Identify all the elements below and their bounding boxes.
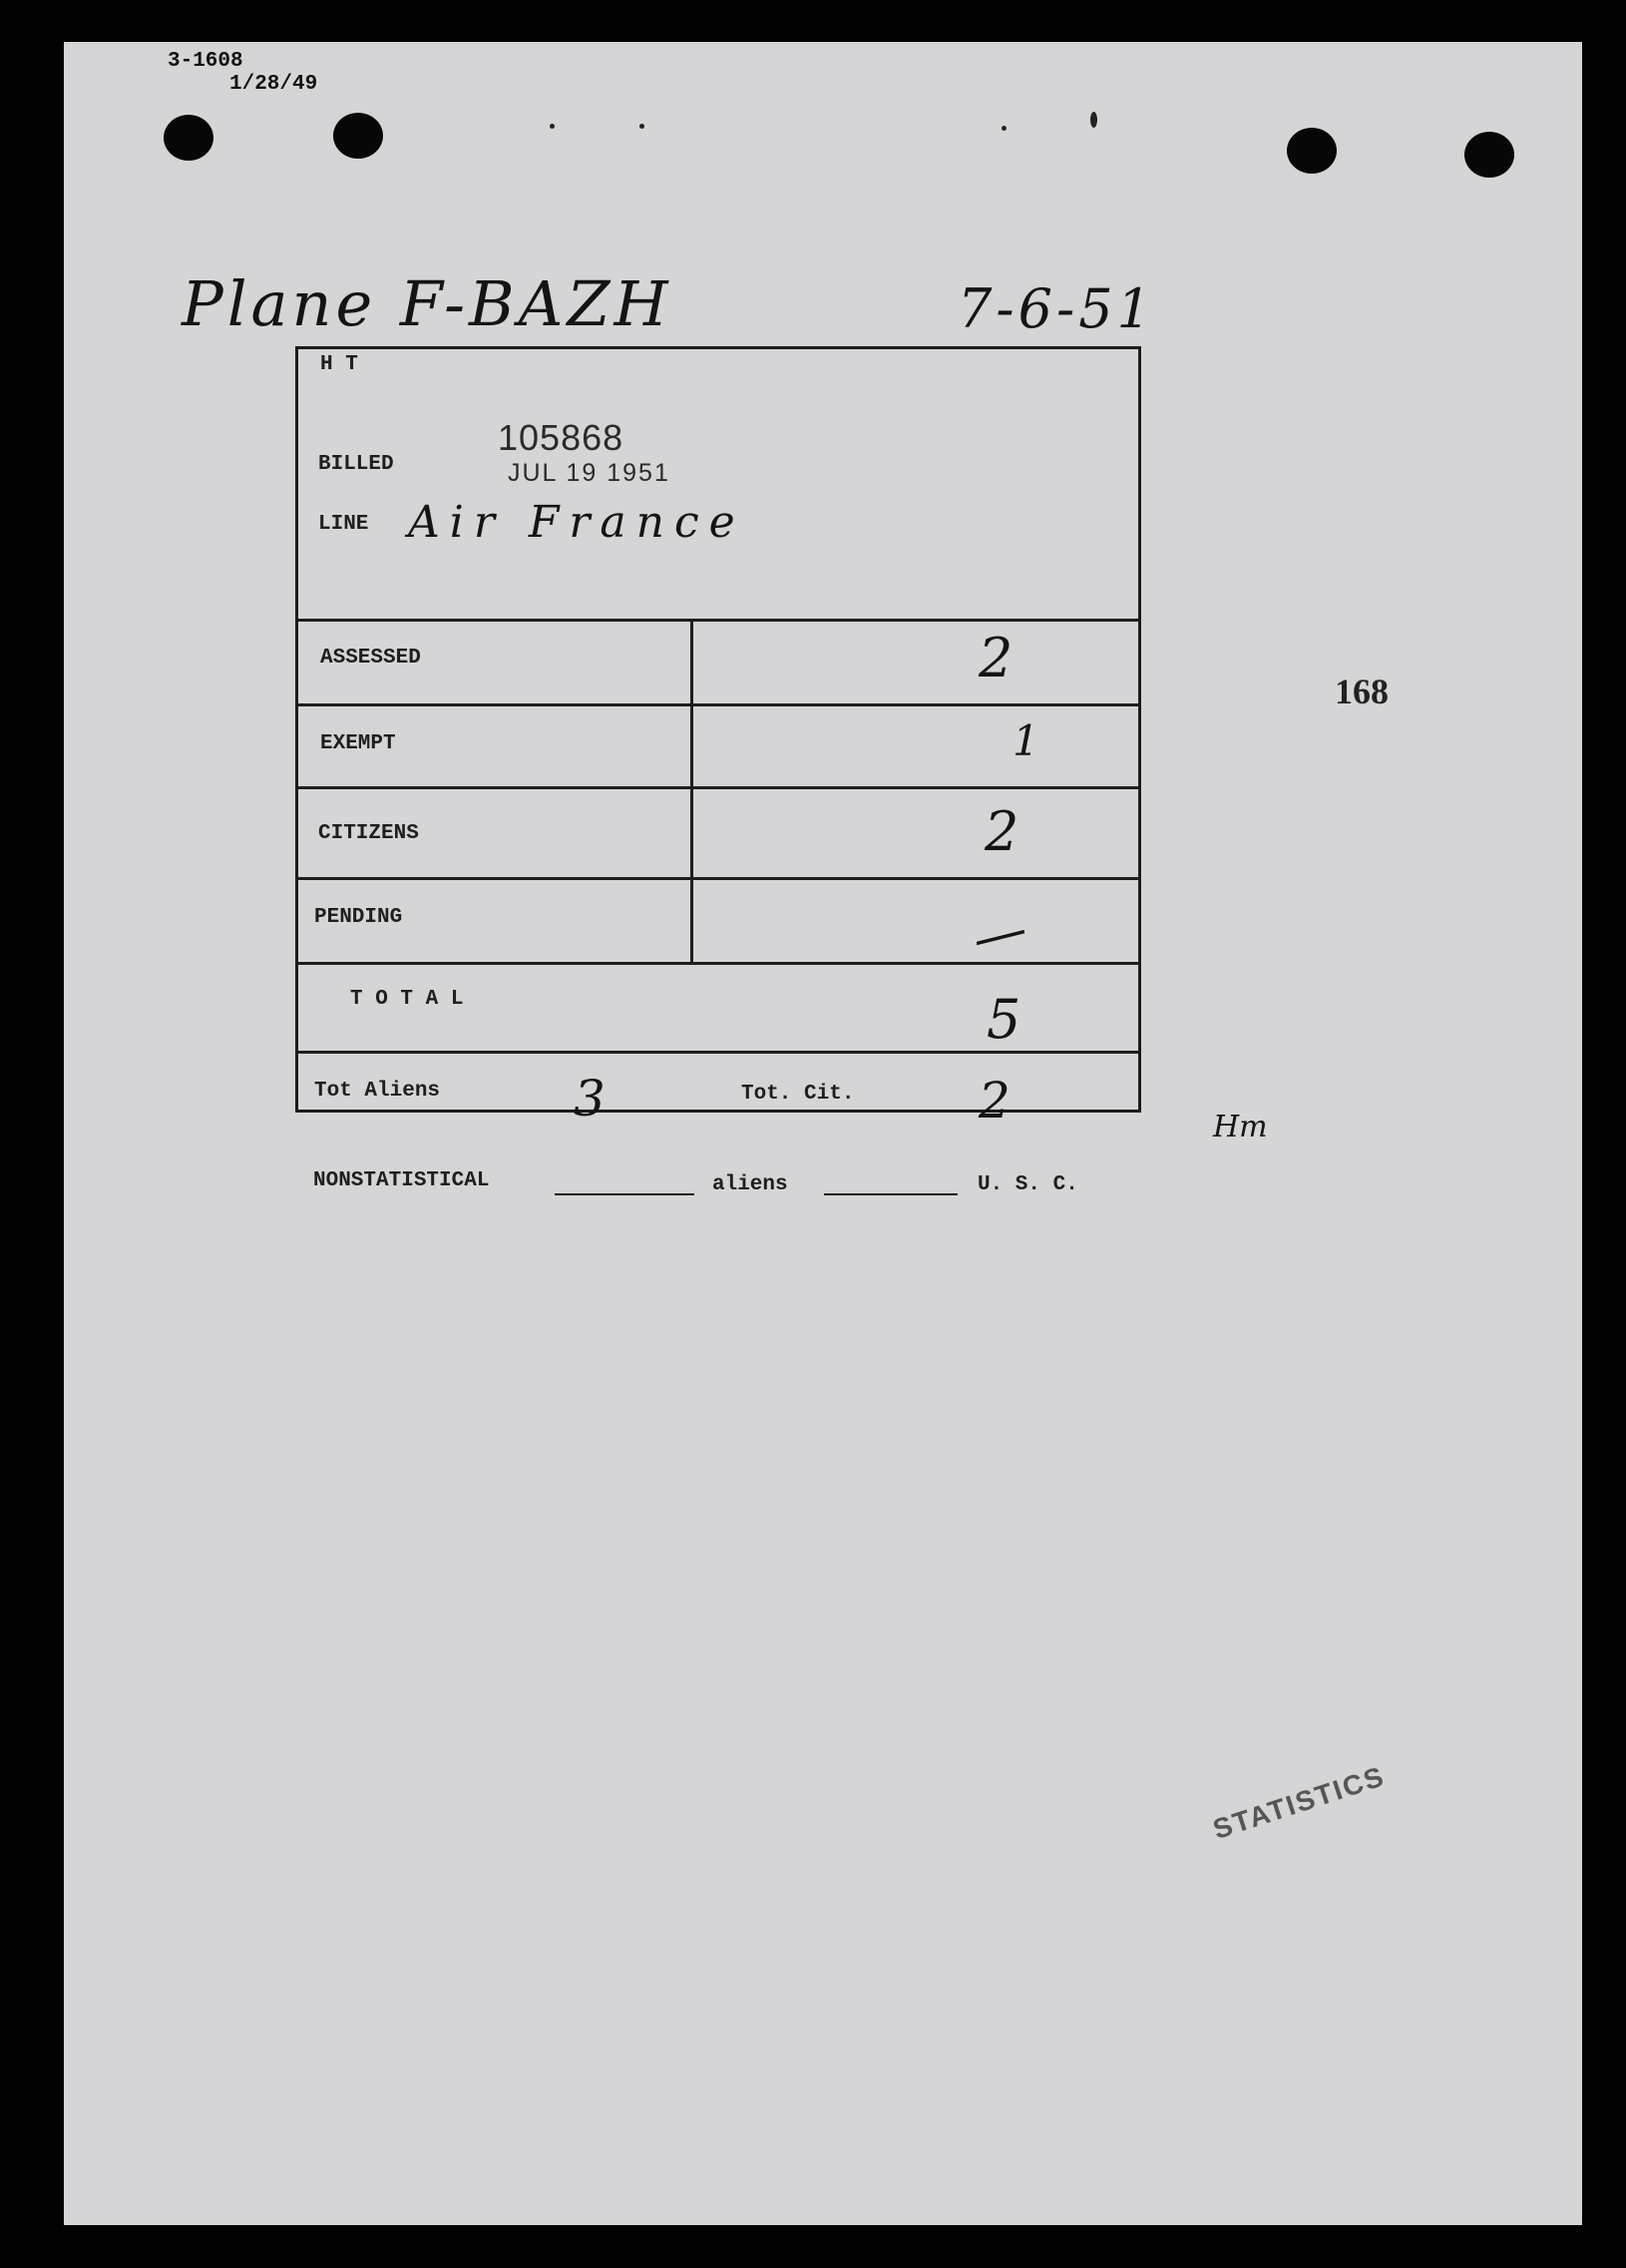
tot-cit-label: Tot. Cit.: [741, 1083, 855, 1106]
ink-speck: [1090, 112, 1097, 128]
row-label-pending: PENDING: [314, 906, 403, 929]
row-divider: [298, 786, 1138, 789]
date-handwritten: 7-6-51: [958, 277, 1155, 340]
form-revision: 1/28/49: [229, 73, 318, 96]
tot-aliens-value: 3: [574, 1070, 606, 1128]
row-value-assessed: 2: [979, 627, 1014, 689]
plane-handwritten: Plane F-BAZH: [182, 267, 672, 340]
row-value-pending: —: [966, 896, 1033, 971]
row-divider: [298, 703, 1138, 706]
statistics-stamp: STATISTICS: [1209, 1760, 1390, 1846]
total-value: 5: [987, 988, 1021, 1051]
punch-hole: [164, 115, 213, 161]
usc-label: U. S. C.: [978, 1173, 1078, 1196]
row-divider: [298, 1051, 1138, 1054]
punch-hole: [1464, 132, 1514, 178]
initials-handwritten: Hm: [1213, 1110, 1268, 1144]
airline-handwritten: Air France: [408, 497, 745, 548]
nonstatistical-blank: [555, 1193, 694, 1195]
stamp-date: JUL 19 1951: [508, 459, 670, 487]
tot-aliens-label: Tot Aliens: [314, 1080, 441, 1103]
punch-hole: [1287, 128, 1337, 174]
row-label-assessed: ASSESSED: [320, 647, 421, 670]
ink-speck: [1002, 126, 1007, 131]
row-label-exempt: EXEMPT: [320, 732, 396, 755]
total-label: T O T A L: [350, 988, 464, 1011]
row-value-exempt: 1: [1013, 716, 1039, 765]
row-divider: [298, 877, 1138, 880]
line-label: LINE: [318, 513, 369, 536]
form-number: 3-1608: [168, 50, 243, 73]
row-value-citizens: 2: [985, 800, 1019, 863]
form-number-block: [104, 50, 317, 96]
page-number: 168: [1335, 672, 1389, 711]
punch-hole: [333, 113, 383, 159]
billed-label: BILLED: [318, 453, 394, 476]
header-code: H T: [320, 353, 358, 376]
row-divider: [298, 619, 1138, 622]
manifest-form-box: [295, 346, 1141, 1130]
column-divider: [690, 619, 693, 962]
nonstatistical-label: NONSTATISTICAL: [313, 1169, 490, 1192]
ink-speck: [639, 124, 644, 129]
tot-cit-value: 2: [979, 1072, 1011, 1130]
ink-speck: [550, 124, 555, 129]
stamp-number: 105868: [498, 417, 624, 458]
aliens-label: aliens: [712, 1173, 788, 1196]
aliens-blank: [824, 1193, 958, 1195]
row-label-citizens: CITIZENS: [318, 822, 419, 845]
